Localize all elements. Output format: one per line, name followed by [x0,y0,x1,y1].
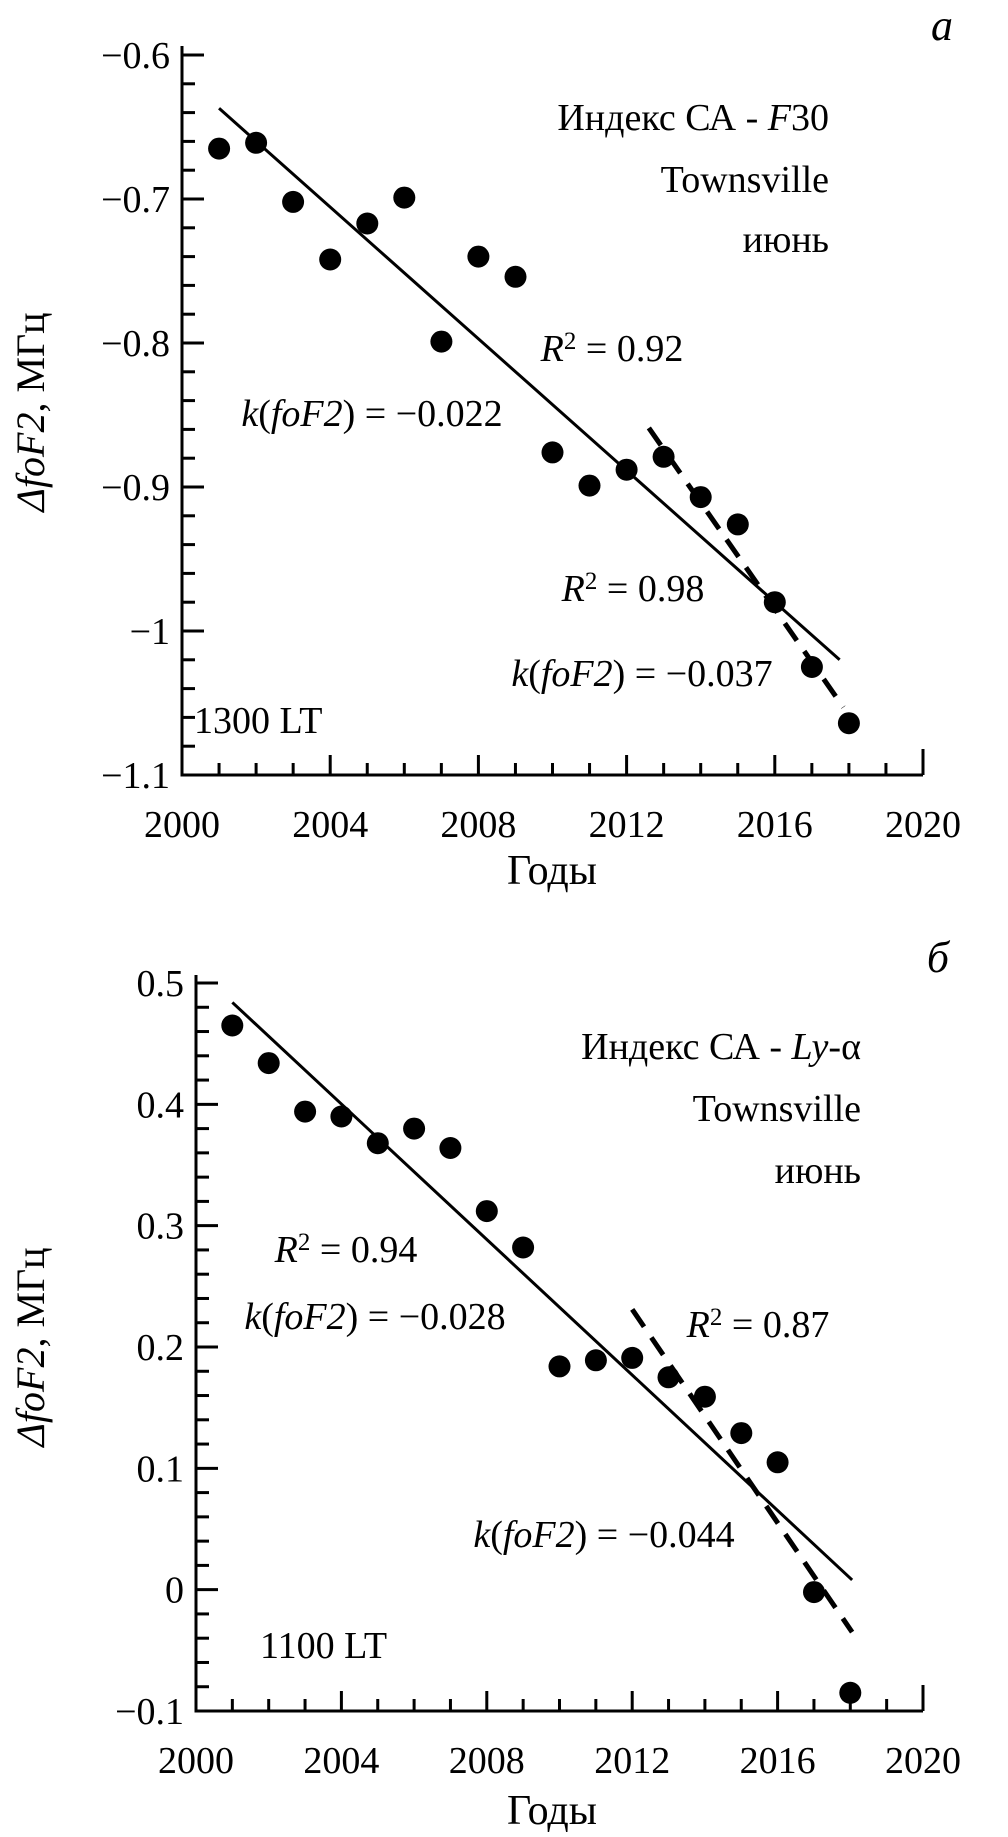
r2-label-solid [274,1229,418,1271]
data-point [727,513,749,535]
x-tick-label: 2004 [292,804,369,846]
data-point [208,138,230,160]
slope-label-solid-part: foF2 [270,393,343,435]
slope-label-solid [241,393,502,435]
data-point [512,1237,534,1259]
x-tick-label: 2000 [158,1740,234,1782]
slope-label-solid-part: ) = −0.028 [345,1296,506,1338]
panel-a-chart [8,1,961,894]
data-point [838,712,860,734]
x-tick-label: 2016 [736,804,813,846]
data-point [767,1451,789,1473]
panel-b-chart [8,933,961,1832]
chart-title-line-part: 30 [791,97,829,139]
x-tick-label: 2020 [885,804,961,846]
data-point [730,1422,752,1444]
x-tick-label: 2008 [448,1740,525,1782]
data-point [393,187,415,209]
y-axis-title-part: ΔfoF2 [8,1347,53,1447]
y-tick-label: −0.6 [101,35,170,77]
x-tick-label: 2012 [594,1740,671,1782]
r2-label-dashed-part: R [561,568,585,610]
local-time-label: 1300 LT [194,700,323,742]
y-tick-label: −1 [129,611,170,653]
chart-title-line-part: июнь [742,219,829,261]
y-tick-label: 0.2 [136,1327,184,1369]
data-point [549,1355,571,1377]
slope-label-dashed-part: k [473,1514,491,1556]
r2-label-dashed-part: 2 [584,568,598,595]
chart-title-line [581,1026,861,1068]
x-tick-label: 2020 [885,1740,961,1782]
slope-label-dashed-part: ) = −0.044 [574,1514,735,1556]
slope-label-solid-part: ( [261,1296,274,1338]
chart-title-line [661,159,829,201]
r2-label-solid-part: 2 [297,1229,311,1256]
slope-label-dashed-part: foF2 [502,1514,575,1556]
r2-label-dashed [561,568,705,610]
data-point [839,1682,861,1704]
chart-title-line-part: Townsville [660,159,829,201]
y-tick-label: 0.1 [136,1448,184,1491]
slope-label-solid-part: ) = −0.022 [342,393,503,435]
x-tick-label: 2016 [739,1740,816,1782]
slope-label-solid-part: ( [258,393,271,435]
chart-title-line [557,97,829,139]
r2-label-dashed-part: = 0.98 [597,568,705,610]
r2-label-dashed-part: 2 [709,1304,723,1331]
r2-label-dashed-part: R [686,1304,710,1346]
data-point [430,331,452,353]
y-axis-title [8,312,53,513]
x-axis-title: Годы [507,1788,597,1832]
slope-label-dashed [473,1514,734,1556]
data-point [467,246,489,268]
y-tick-label: 0 [165,1569,184,1612]
data-point [258,1052,280,1074]
slope-label-solid-part: k [241,393,259,435]
data-point [542,441,564,463]
slope-label-dashed-part: foF2 [540,653,613,695]
y-tick-label: 0.5 [136,963,184,1005]
slope-label-dashed-part: ( [490,1514,503,1556]
y-tick-label: −1.1 [101,755,170,797]
y-axis-title-part: ΔfoF2 [8,412,53,512]
y-tick-label: 0.4 [136,1084,184,1127]
chart-title-line-part: F [767,97,791,139]
data-point [579,475,601,497]
chart-title-line [693,1088,861,1130]
r2-label-dashed [686,1304,830,1346]
slope-label-dashed-part: k [511,653,529,695]
y-axis-title-part: , МГц [8,1247,53,1348]
data-point [221,1015,243,1037]
data-point [505,266,527,288]
chart-title-line-part: Townsville [692,1088,861,1130]
r2-label-dashed-part: = 0.87 [722,1304,830,1346]
y-tick-label: −0.7 [101,179,170,221]
r2-label-solid-part: = 0.92 [576,328,684,370]
slope-label-dashed [511,653,772,695]
data-point [803,1581,825,1603]
local-time-label: 1100 LT [260,1625,388,1667]
data-point [294,1101,316,1123]
y-tick-label: 0.3 [136,1205,184,1248]
r2-label-solid [540,328,684,370]
r2-label-solid-part: R [274,1229,298,1271]
y-tick-label: −0.9 [101,467,170,509]
panel-letter-label: б [926,933,950,982]
r2-label-solid-part: 2 [563,328,577,355]
chart-title-line-part: Индекс СА - [581,1026,792,1068]
slope-label-solid-part: foF2 [273,1296,346,1338]
chart-title-line [743,219,829,261]
x-axis-title: Годы [507,848,597,894]
panel-letter-label: а [931,1,953,50]
y-tick-label: −0.8 [101,323,170,365]
slope-label-solid-part: k [244,1296,262,1338]
x-tick-label: 2012 [588,804,665,846]
chart-title-line [775,1150,861,1192]
slope-label-dashed-part: ( [528,653,541,695]
data-point [439,1137,461,1159]
y-axis-title [8,1247,53,1448]
y-tick-label: −0.1 [115,1691,184,1733]
data-point [476,1200,498,1222]
slope-label-solid [244,1296,505,1338]
data-point [403,1118,425,1140]
r2-label-solid-part: R [540,328,564,370]
slope-label-dashed-part: ) = −0.037 [612,653,773,695]
chart-title-line-part: -α [828,1026,861,1068]
chart-title-line-part: Индекс СА - [557,97,768,139]
chart-title-line-part: Ly [791,1026,829,1068]
y-axis-title-part: , МГц [8,312,53,413]
data-point [282,191,304,213]
data-point [585,1349,607,1371]
data-point [330,1106,352,1128]
data-point [319,249,341,271]
data-point [621,1347,643,1369]
chart-title-line-part: июнь [774,1150,861,1192]
x-tick-label: 2004 [303,1740,380,1782]
r2-label-solid-part: = 0.94 [310,1229,418,1271]
x-tick-label: 2000 [144,804,220,846]
x-tick-label: 2008 [440,804,517,846]
